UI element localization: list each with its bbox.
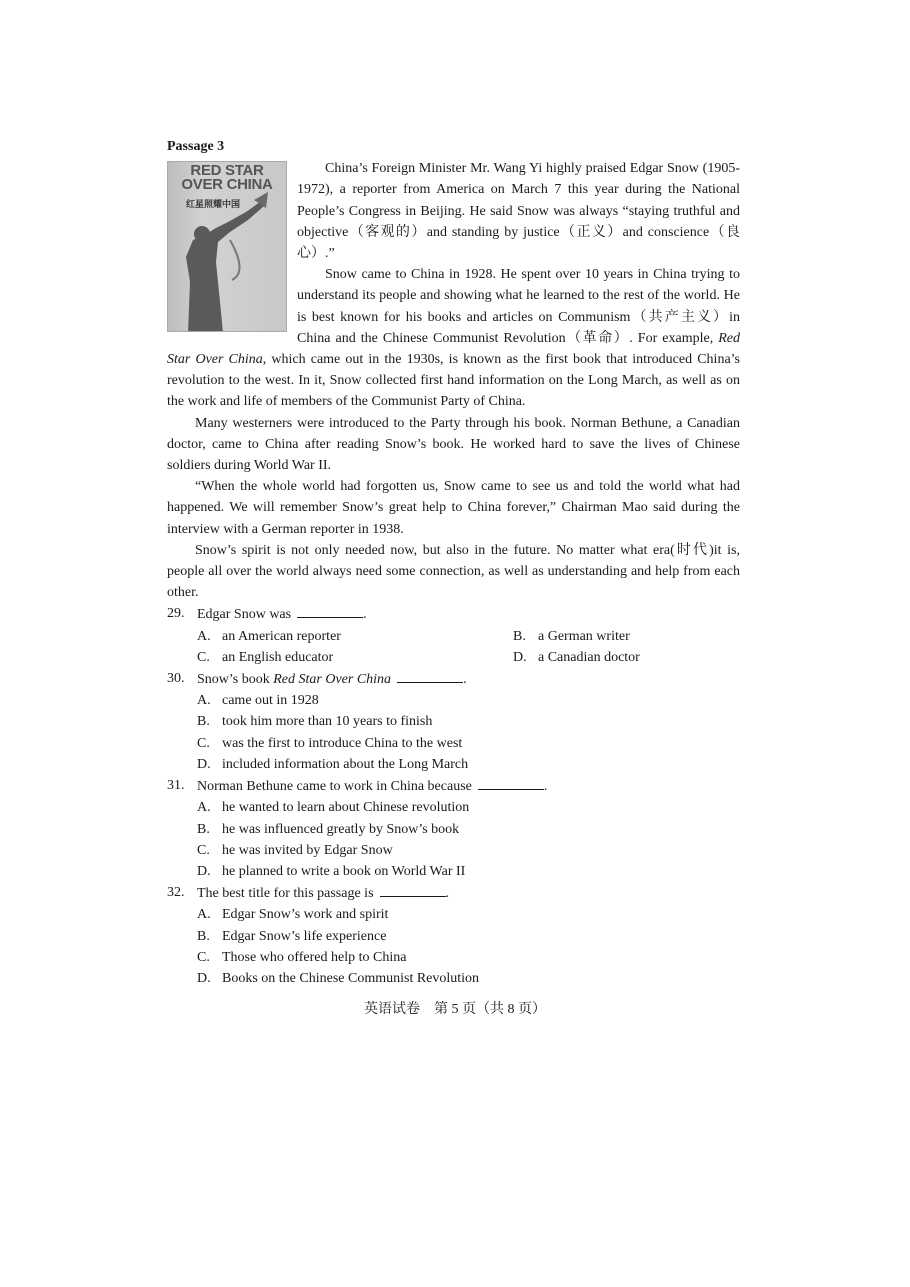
question-32: 32. The best title for this passage is . A. Edgar Snow’s work and spirit B. Edgar Snow’s life experience C. Those who offered help to China D. Books on the Chinese Communist Revolution	[167, 882, 740, 989]
option-a[interactable]	[167, 904, 740, 925]
question-30: 30. Snow’s book Red Star Over China . A. came out in 1928 B. took him more than 10 years to finish C. was the first to introduce China to the west D. included information about the Long March	[167, 668, 740, 775]
option-b[interactable]	[513, 626, 630, 647]
option-c[interactable]	[197, 647, 513, 668]
paragraph-2-text-cont: which came out in the 1930s, is known as the first book that introduced China’s revolution to the west. In it, Snow collected first hand information on the Long March, as well as on the work and life of members of the Communist Party of China.	[167, 352, 741, 410]
answer-blank	[478, 775, 544, 790]
question-stem-italic: Red Star Over China	[273, 672, 392, 688]
option-letter: C.	[197, 842, 210, 858]
option-c[interactable]	[167, 947, 740, 968]
option-c[interactable]	[167, 733, 740, 754]
option-text: he wanted to learn about Chinese revolution	[222, 800, 470, 816]
option-d[interactable]	[167, 754, 740, 775]
option-b[interactable]	[167, 711, 740, 732]
book-cover-image	[167, 161, 287, 332]
option-text: a Canadian doctor	[538, 649, 640, 665]
answer-blank	[397, 668, 463, 683]
option-letter: D.	[197, 863, 211, 879]
option-text: he was influenced greatly by Snow’s book	[222, 821, 460, 837]
option-letter: D.	[197, 970, 211, 986]
option-b[interactable]	[167, 926, 740, 947]
question-stem: The best title for this passage is	[197, 886, 374, 902]
option-letter: C.	[197, 949, 210, 965]
option-text: Books on the Chinese Communist Revolution	[222, 970, 480, 986]
answer-blank	[380, 882, 446, 897]
cover-title-en: RED STAR OVER CHINA	[181, 162, 273, 194]
option-d[interactable]	[167, 968, 740, 989]
book-title: Red Star Over China,	[167, 330, 740, 368]
question-number: 32.	[167, 885, 185, 901]
option-text: Edgar Snow’s life experience	[222, 928, 387, 944]
option-text: an English educator	[222, 649, 334, 665]
option-letter: B.	[197, 928, 210, 944]
option-c[interactable]	[167, 840, 740, 861]
option-letter: A.	[197, 800, 211, 816]
question-number: 31.	[167, 778, 185, 794]
option-letter: C.	[197, 735, 210, 751]
option-letter: B.	[513, 628, 526, 644]
option-d[interactable]	[513, 647, 640, 668]
option-letter: A.	[197, 907, 211, 923]
option-letter: D.	[513, 649, 527, 665]
question-number: 30.	[167, 671, 185, 687]
passage-title: Passage 3	[167, 139, 225, 154]
option-letter: A.	[197, 693, 211, 709]
option-text: was the first to introduce China to the west	[222, 735, 463, 751]
option-text: he planned to write a book on World War II	[222, 863, 466, 879]
question-stem: Edgar Snow was	[197, 607, 292, 623]
question-stem: Norman Bethune came to work in China because	[197, 779, 472, 795]
option-text: a German writer	[538, 628, 630, 644]
option-letter: D.	[197, 756, 211, 772]
option-letter: B.	[197, 821, 210, 837]
question-29: 29. Edgar Snow was . A. an American reporter B. a German writer C. an English educator D. a Canadian doctor	[167, 603, 740, 668]
option-text: an American reporter	[222, 628, 341, 644]
paragraph-2-text: Snow came to China in 1928. He spent over 10 years in China trying to understand its people and showing what he learned to the rest of the world. He is best known for his books and articles on Communism（共产主义）in China and the Chinese Communist Revolution（革命）. For example,	[297, 267, 740, 346]
option-text: Edgar Snow’s work and spirit	[222, 907, 389, 923]
answer-blank	[297, 603, 363, 618]
option-a[interactable]	[197, 626, 513, 647]
cover-title-zh: 红星照耀中国	[186, 199, 241, 210]
option-letter: B.	[197, 714, 210, 730]
option-text: Those who offered help to China	[222, 949, 407, 965]
paragraph-4: “When the whole world had forgotten us, Snow came to see us and told the world what had happened. We will remember Snow’s great help to China forever,” Chairman Mao said during the interview with a German reporter in 1938.	[167, 479, 740, 537]
paragraph-1: China’s Foreign Minister Mr. Wang Yi highly praised Edgar Snow (1905-1972), a reporter from America on March 7 this year during the National People’s Congress in Beijing. He said Snow was always “staying truthful and objective（客观的）and standing by justice（正义）and conscience（良心）.”	[297, 161, 740, 262]
option-text: he was invited by Edgar Snow	[222, 842, 393, 858]
option-text: came out in 1928	[222, 693, 319, 709]
question-number: 29.	[167, 606, 185, 622]
option-a[interactable]	[167, 690, 740, 711]
paragraph-5: Snow’s spirit is not only needed now, but also in the future. No matter what era(时代)it is, people all over the world always need some connection, as well as understanding and help from each other.	[167, 542, 740, 601]
option-text: included information about the Long March	[222, 756, 469, 772]
exam-page	[167, 136, 740, 989]
question-31: 31. Norman Bethune came to work in China because . A. he wanted to learn about Chinese revolution B. he was influenced greatly by Snow’s book C. he was invited by Edgar Snow D. he planned to write a book on World War II	[167, 775, 740, 882]
page-footer: 英语试卷 第 5 页（共 8 页）	[364, 1002, 546, 1017]
option-letter: C.	[197, 649, 210, 665]
option-a[interactable]	[167, 797, 740, 818]
option-b[interactable]	[167, 819, 740, 840]
option-letter: A.	[197, 628, 211, 644]
question-stem: Snow’s book	[197, 672, 270, 688]
paragraph-3: Many westerners were introduced to the Party through his book. Norman Bethune, a Canadian doctor, came to China after reading Snow’s book. He worked hard to save the lives of Chinese soldiers during World War II.	[167, 415, 740, 474]
option-d[interactable]	[167, 861, 740, 882]
option-text: took him more than 10 years to finish	[222, 714, 433, 730]
